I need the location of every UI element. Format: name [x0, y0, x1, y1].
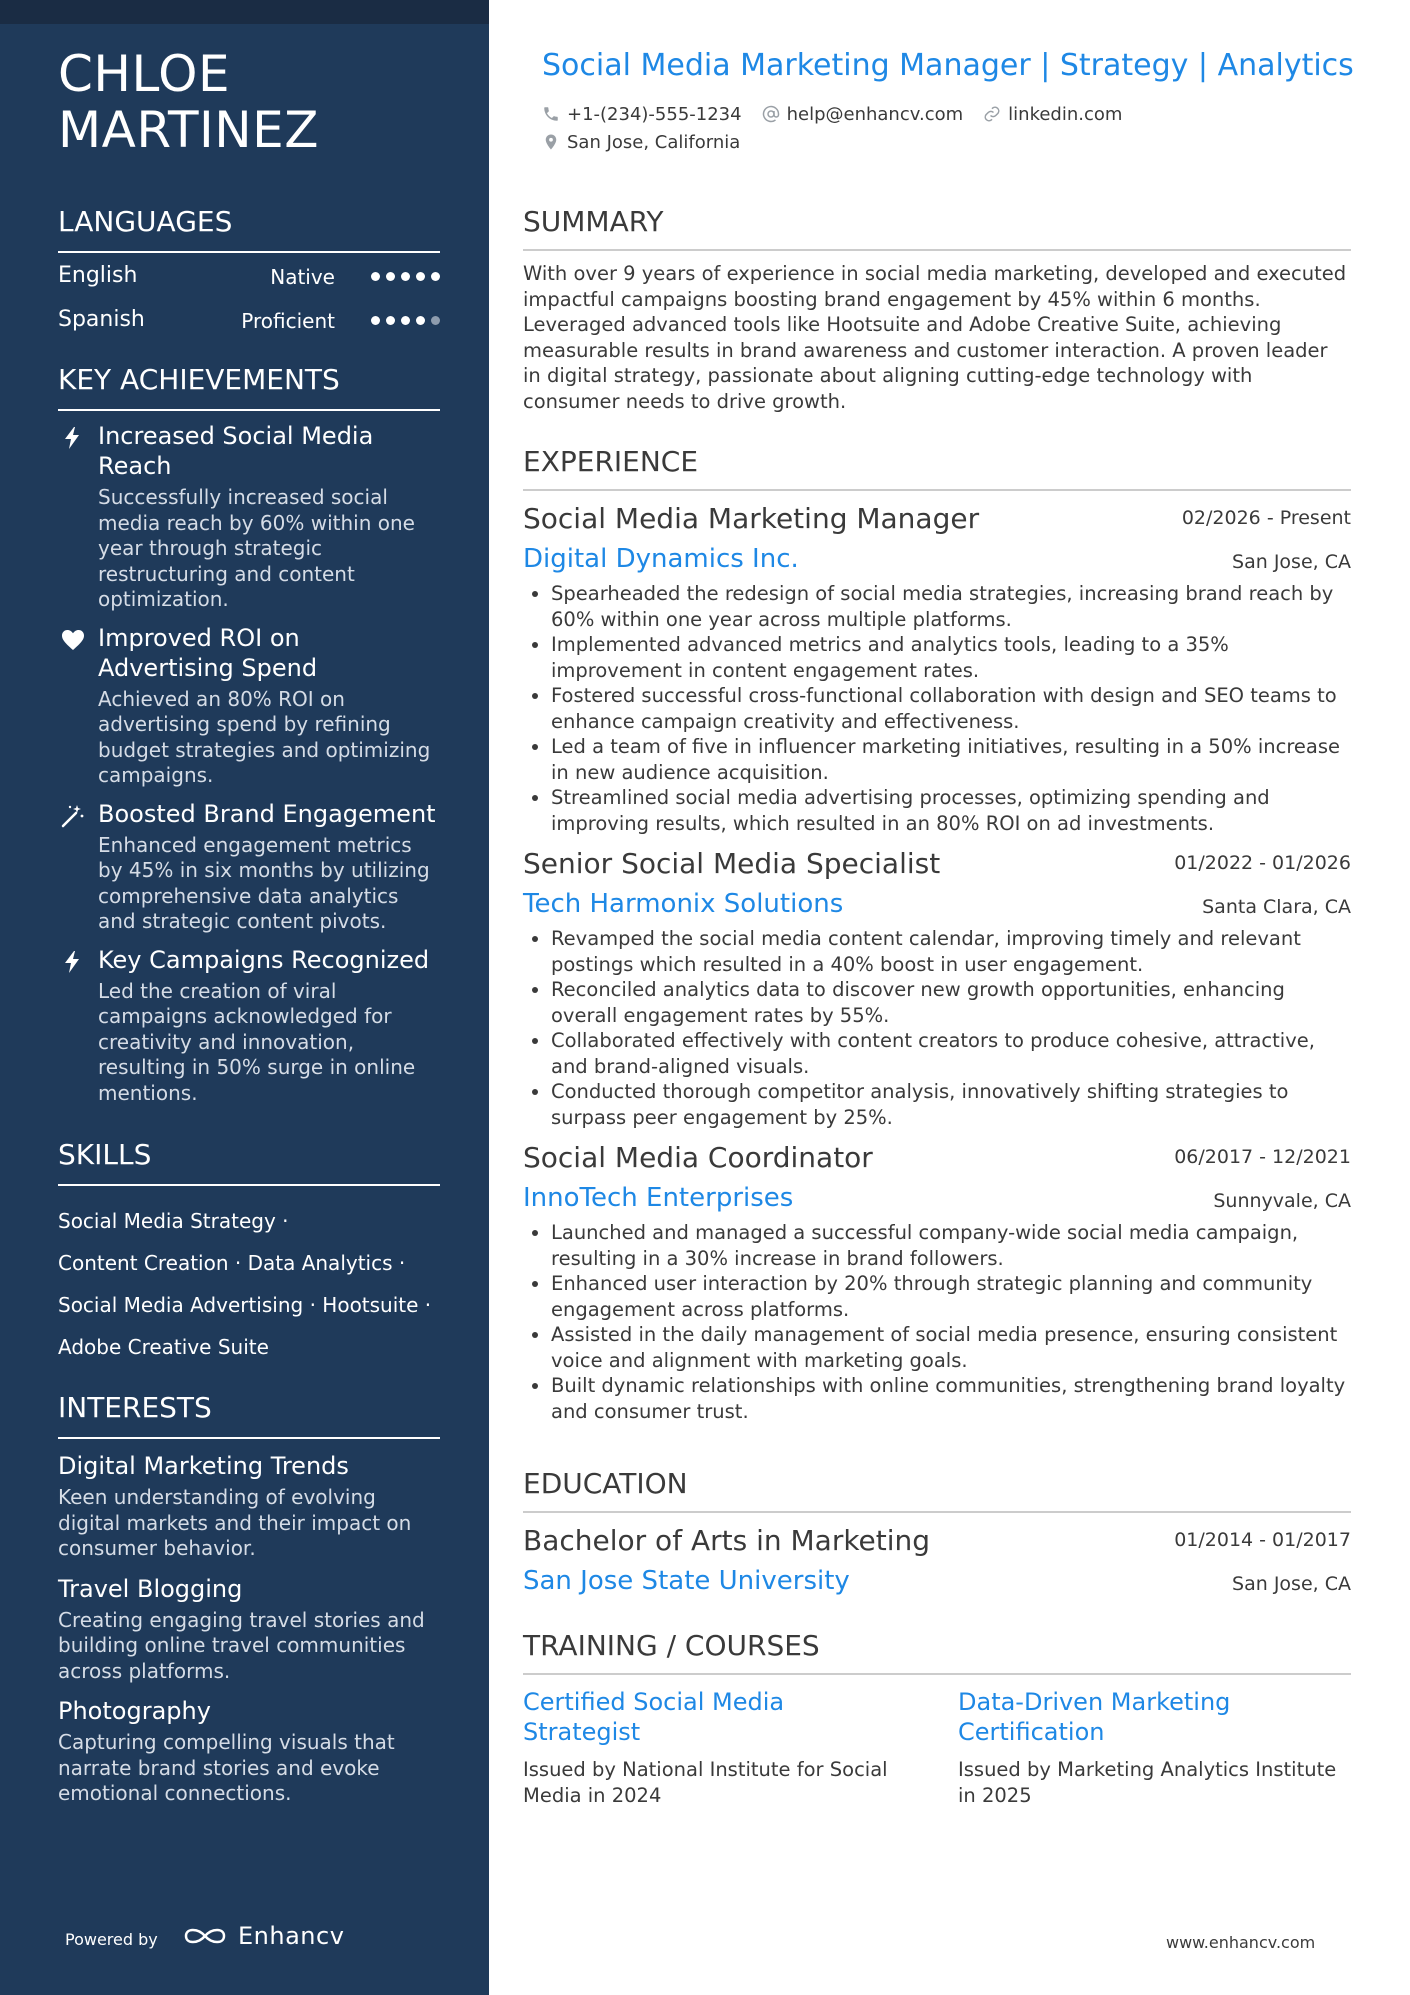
magic-wand-icon [60, 803, 86, 829]
achievement-description: Enhanced engagement metrics by 45% in six months by utilizing comprehensive data analytics and strategic content pivots. [98, 832, 430, 933]
course-title: Certified Social Media Strategist [523, 1688, 785, 1746]
job-title: Social Media Coordinator [523, 1141, 873, 1174]
location-text: San Jose, California [567, 131, 741, 153]
job-bullet: • Launched and managed a successful company-wide social media campaign, resulting in a 30% increase in brand followers. [551, 1220, 1351, 1271]
job-dates: 02/2026 - Present [1181, 507, 1351, 529]
achievement-title: Key Campaigns Recognized [98, 945, 430, 974]
job-bullet: • Built dynamic relationships with online communities, strengthening brand loyalty and consumer trust. [551, 1373, 1351, 1424]
job-bullets [523, 926, 1351, 1130]
resume-headline: Social Media Marketing Manager | Strategy | Analytics [542, 48, 1354, 83]
course-item [958, 1687, 1343, 1808]
rating-dot-filled [371, 272, 380, 281]
powered-by-label: Powered by [65, 1930, 158, 1949]
experience-heading: EXPERIENCE [523, 445, 1351, 491]
job-entry [523, 1138, 1351, 1424]
achievement-title: Improved ROI on Advertising Spend [98, 623, 318, 682]
job-bullet: • Led a team of five in influencer marketing initiatives, resulting in a 50% increase in new audience acquisition. [551, 734, 1351, 785]
achievement-description: Led the creation of viral campaigns acknowledged for creativity and innovation, resulting in 50% surge in online mentions. [98, 978, 416, 1105]
rating-dot-filled [386, 272, 395, 281]
skills-section [58, 1138, 440, 1368]
rating-dot-empty [431, 316, 440, 325]
heart-icon [60, 627, 86, 653]
summary-text: With over 9 years of experience in social media marketing, developed and executed impactful campaigns boosting brand engagement by 45% within 6 months. Leveraged advanced tools like Hootsuite and Adobe Creative Suite, achieving measurable results in brand awareness and customer interaction. A proven leader in digital strategy, passionate about aligning cutting-edge technology with consumer needs to drive growth. [523, 262, 1347, 413]
candidate-name [58, 46, 319, 158]
interest-title: Digital Marketing Trends [58, 1452, 349, 1480]
achievement-description: Achieved an 80% ROI on advertising spend by refining budget strategies and optimizing campaigns. [98, 686, 431, 787]
language-row [58, 297, 440, 341]
job-list [523, 499, 1351, 1424]
job-bullet: • Enhanced user interaction by 20% through strategic planning and community engagement across platforms. [551, 1271, 1351, 1322]
achievement-item [58, 945, 440, 1107]
summary-heading: SUMMARY [523, 205, 1351, 251]
course-list [523, 1687, 1351, 1808]
training-section [523, 1629, 1351, 1808]
name-last: MARTINEZ [58, 101, 319, 159]
interests-heading: INTERESTS [58, 1391, 440, 1439]
location-pin-icon [542, 133, 560, 151]
phone-item [542, 104, 742, 125]
rating-dot-filled [401, 316, 410, 325]
skill-line: Adobe Creative Suite [58, 1335, 269, 1359]
company-name: Tech Harmonix Solutions [523, 889, 844, 919]
skills-list [58, 1200, 440, 1368]
achievements-heading: KEY ACHIEVEMENTS [58, 363, 440, 411]
course-item [523, 1687, 908, 1808]
skill-line: Social Media Advertising · Hootsuite · [58, 1293, 432, 1317]
job-bullets [523, 1220, 1351, 1424]
job-dates: 01/2022 - 01/2026 [1174, 852, 1351, 874]
language-rating [371, 316, 440, 325]
achievement-title: Increased Social Media Reach [98, 422, 374, 480]
phone-text: +1-(234)-555-1234 [567, 103, 742, 125]
job-dates: 06/2017 - 12/2021 [1174, 1146, 1351, 1168]
course-description: Issued by National Institute for Social Media in 2024 [523, 1758, 888, 1807]
job-bullet: • Reconciled analytics data to discover new growth opportunities, enhancing overall engagement rates by 55%. [551, 977, 1351, 1028]
experience-section [523, 445, 1351, 1424]
skill-line: Social Media Strategy · [58, 1209, 289, 1233]
interest-description: Capturing compelling visuals that narrate brand stories and evoke emotional connections. [58, 1730, 395, 1805]
job-bullet: • Implemented advanced metrics and analytics tools, leading to a 35% improvement in content engagement rates. [551, 632, 1351, 683]
footer-url[interactable]: www.enhancv.com [1166, 1933, 1316, 1952]
degree: Bachelor of Arts in Marketing [523, 1524, 931, 1557]
rating-dot-filled [401, 272, 410, 281]
job-bullet: • Collaborated effectively with content creators to produce cohesive, attractive, and brand-aligned visuals. [551, 1028, 1351, 1079]
company-name: Digital Dynamics Inc. [523, 544, 799, 574]
school-name: San Jose State University [523, 1566, 850, 1596]
education-section [523, 1467, 1351, 1601]
rating-dot-filled [431, 272, 440, 281]
interest-description: Keen understanding of evolving digital markets and their impact on consumer behavior. [58, 1485, 412, 1560]
education-dates: 01/2014 - 01/2017 [1174, 1529, 1351, 1551]
education-location: San Jose, CA [1232, 1573, 1351, 1595]
skill-line: Content Creation · Data Analytics · [58, 1251, 406, 1275]
job-bullet: • Conducted thorough competitor analysis, innovatively shifting strategies to surpass peer engagement by 25%. [551, 1079, 1351, 1130]
rating-dot-filled [386, 316, 395, 325]
interest-title: Photography [58, 1697, 211, 1725]
language-name: Spanish [58, 307, 145, 332]
job-entry [523, 499, 1351, 836]
name-first: CHLOE [58, 45, 231, 103]
phone-icon [542, 105, 560, 123]
linkedin-item[interactable] [983, 104, 1122, 125]
education-heading: EDUCATION [523, 1467, 1351, 1513]
job-bullet: • Spearheaded the redesign of social media strategies, increasing brand reach by 60% within one year across multiple platforms. [551, 581, 1351, 632]
language-level: Proficient [241, 309, 335, 333]
job-bullet: • Fostered successful cross-functional collaboration with design and SEO teams to enhance campaign creativity and effectiveness. [551, 683, 1351, 734]
achievements-section [58, 363, 440, 1106]
enhancv-logo [182, 1922, 344, 1950]
job-location: Santa Clara, CA [1202, 896, 1351, 918]
achievement-item [58, 421, 440, 613]
interest-description: Creating engaging travel stories and building online travel communities across platforms. [58, 1607, 425, 1683]
sidebar-top-bar [0, 0, 489, 24]
enhancv-logo-text: Enhancv [238, 1922, 345, 1950]
achievement-title: Boosted Brand Engagement [98, 799, 436, 828]
language-name: English [58, 263, 138, 288]
language-row [58, 253, 440, 297]
rating-dot-filled [416, 272, 425, 281]
language-rating [371, 272, 440, 281]
lightning-icon [60, 949, 86, 975]
summary-section [523, 205, 1351, 414]
interest-title: Travel Blogging [58, 1574, 243, 1603]
contact-row-1 [542, 100, 1122, 128]
achievement-description: Successfully increased social media reach by 60% within one year through strategic restructuring and content optimization. [98, 485, 415, 611]
company-name: InnoTech Enterprises [523, 1183, 794, 1213]
achievement-item [58, 623, 440, 789]
job-bullet: • Streamlined social media advertising processes, optimizing spending and improving results, which resulted in an 80% ROI on ad investments. [551, 785, 1351, 836]
education-entry [523, 1521, 1351, 1601]
skills-heading: SKILLS [58, 1138, 440, 1186]
language-level: Native [270, 265, 335, 289]
interests-section [58, 1391, 440, 1807]
email-text[interactable]: help@enhancv.com [786, 103, 964, 125]
job-bullet: • Assisted in the daily management of social media presence, ensuring consistent voice and alignment with marketing goals. [551, 1322, 1351, 1373]
languages-heading: LANGUAGES [58, 205, 440, 253]
job-bullets [523, 581, 1351, 836]
achievement-item [58, 799, 440, 935]
rating-dot-filled [416, 316, 425, 325]
sidebar [0, 0, 489, 1995]
link-icon [983, 105, 1001, 123]
course-description: Issued by Marketing Analytics Institute in 2025 [958, 1758, 1337, 1807]
email-item[interactable] [762, 104, 964, 125]
course-title: Data-Driven Marketing Certification [958, 1688, 1231, 1746]
location-item [542, 132, 740, 153]
lightning-icon [60, 425, 86, 451]
rating-dot-filled [371, 316, 380, 325]
job-title: Senior Social Media Specialist [523, 847, 941, 880]
languages-section [58, 205, 440, 341]
job-entry [523, 844, 1351, 1130]
contact-info [542, 100, 1122, 156]
job-title: Social Media Marketing Manager [523, 502, 980, 535]
contact-row-2 [542, 128, 1122, 156]
enhancv-logo-icon [182, 1924, 228, 1948]
languages-list [58, 253, 440, 341]
interests-list [58, 1451, 440, 1807]
job-bullet: • Revamped the social media content calendar, improving timely and relevant postings which resulted in a 40% boost in user engagement. [551, 926, 1351, 977]
job-location: San Jose, CA [1232, 551, 1351, 573]
job-location: Sunnyvale, CA [1213, 1190, 1351, 1212]
training-heading: TRAINING / COURSES [523, 1629, 1351, 1675]
achievements-list [58, 421, 440, 1106]
at-sign-icon [762, 105, 780, 123]
linkedin-text[interactable]: linkedin.com [1008, 103, 1123, 125]
